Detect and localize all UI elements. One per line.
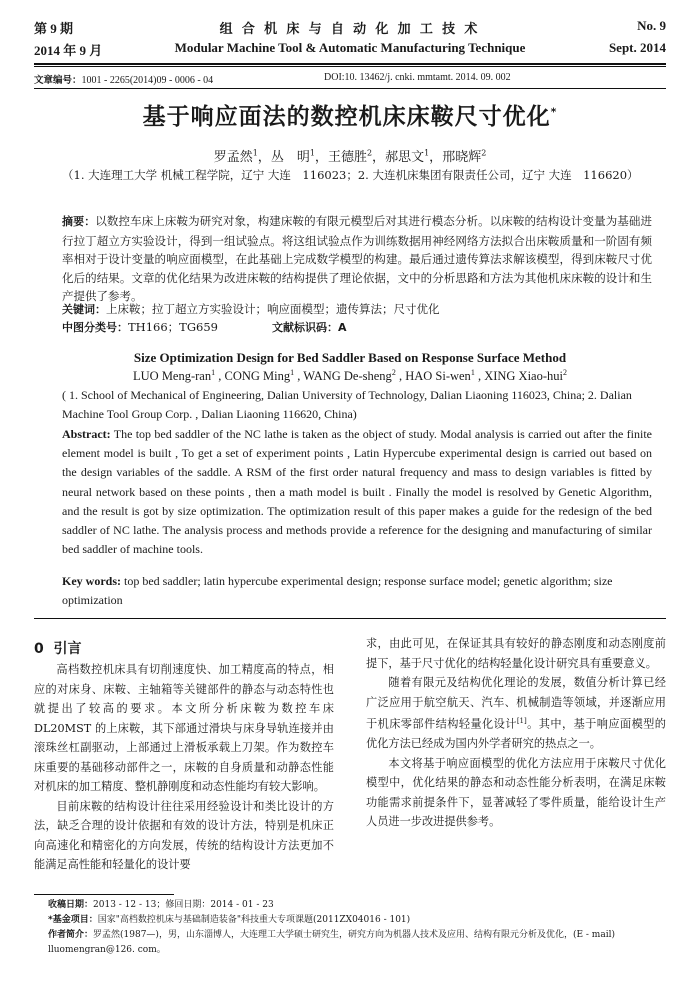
paragraph: 随着有限元及结构优化理论的发展，数值分析计算已经广泛应用于航空航天、汽车、机械制造等领域，并逐渐应用于机床零部件结构轻量化设计[1]。其中，基于响应面模型的优化方法已经成为国内外学者研究的热点之一。 bbox=[366, 676, 666, 751]
keywords-cn bbox=[62, 300, 652, 320]
abstract-cn bbox=[62, 212, 652, 306]
author-cn: 邢晓辉 bbox=[442, 150, 482, 165]
issue-number-cn: 第 9 期 bbox=[34, 21, 74, 36]
citation: [1] bbox=[516, 717, 527, 725]
affiliation-en: ( 1. School of Mechanical of Engineering, Dalian University of Technology, Dalian Liaoning 116023, China; 2. Dalian Machine Tool Group Corp. , Dalian Liaoning 116620, China) bbox=[62, 388, 632, 421]
paragraph: 高档数控机床具有切削速度快、加工精度高的特点，相应的对床身、床鞍、主轴箱等关键部件的静态与动态特性也就提出了较高的要求。本文所分析床鞍为数控车床 DL20MST 的上床鞍，其下部通过滑块与床身导轨连接并由滚珠丝杠副驱动，上部通过上滑板承载上刀架。作为数控车床重要的基础移动部件之一，床鞍的自身质量和动静态性能对机床的加工精度、整机静刚度和动态性能均有较大影响。 bbox=[34, 663, 334, 793]
doc-code-label: 文献标识码： bbox=[271, 321, 338, 334]
abstract-label-en: Abstract: bbox=[62, 427, 111, 441]
meta-rule bbox=[34, 88, 666, 89]
clc-label: 中图分类号： bbox=[62, 321, 128, 334]
paragraph: 目前床鞍的结构设计往往采用经验设计和类比设计的方法，缺乏合理的设计依据和有效的设计方法，特别是机床正向高速化和精密化的方向发展，传统的结构设计方法更加不能满足高性能和轻量化的设计要 bbox=[34, 799, 334, 871]
date-cn: 2014 年 9 月 bbox=[34, 43, 103, 58]
footnote-rule bbox=[34, 894, 174, 895]
doc-code: A bbox=[337, 321, 347, 334]
abstract-label-cn: 摘要： bbox=[62, 215, 96, 228]
issue-number-en: No. 9 bbox=[637, 18, 666, 33]
body-column-left bbox=[34, 660, 334, 875]
footnote-received: 收稿日期：2013 - 12 - 13；修回日期：2014 - 01 - 23 bbox=[48, 900, 274, 910]
running-header-top bbox=[34, 18, 666, 40]
author-en: LUO Meng-ran bbox=[133, 369, 212, 384]
authors-en: LUO Meng-ran$^1$ , CONG Ming$^1$ , WANG De-sheng$^2$ , HAO Si-wen$^1$ , XING Xiao-hui$^2$ bbox=[133, 368, 567, 384]
header-rule-thick bbox=[34, 63, 666, 65]
keywords-label-en: Key words: bbox=[62, 574, 121, 588]
author-en: CONG Ming bbox=[224, 369, 291, 384]
title-fund-mark: * bbox=[550, 105, 558, 119]
paragraph: 本文将基于响应面模型的优化方法应用于床鞍尺寸优化模型中，优化结果的静态和动态性能分析表明，在满足床鞍功能需求前提条件下，显著减轻了零件质量，能给设计生产人员进一步改进提供参考。 bbox=[366, 756, 666, 829]
clc-code: TH166；TG659 bbox=[128, 320, 218, 334]
keywords-label-cn: 关键词： bbox=[62, 303, 106, 316]
doi: DOI:10. 13462/j. cnki. mmtamt. 2014. 09. 002 bbox=[324, 72, 511, 83]
author-cn: 丛 明 bbox=[270, 150, 310, 165]
section-number: 0 bbox=[34, 641, 44, 657]
article-title-en: Size Optimization Design for Bed Saddler Based on Response Surface Method bbox=[133, 350, 567, 365]
keywords-text-en: top bed saddler; latin hypercube experimental design; response surface model; genetic algorithm; size optimization bbox=[62, 574, 613, 607]
article-number-label: 文章编号： bbox=[34, 75, 82, 86]
authors-cn: 罗孟然$^1$，丛 明$^1$，王德胜$^2$，郝思文$^1$，邢晓辉$^2$ bbox=[213, 148, 487, 165]
journal-name-en: Modular Machine Tool & Automatic Manufacturing Technique bbox=[174, 40, 526, 55]
body-column-right bbox=[366, 634, 666, 832]
abstract-text-cn: 以数控车床上床鞍为研究对象，构建床鞍的有限元模型后对其进行模态分析。以床鞍的结构设计变量为基础进行拉丁超立方实验设计，得到一组试验点。将这组试验点作为训练数据用神经网络方法拟合出床鞍质量和一阶固有频率相对于设计变量的响应面模型，在此基础上完成数学模型的构建。最后通过遗传算法求解该模型，得到床鞍尺寸优化后的结果。文章的优化结果为改进床鞍的结构提供了理论依据，文中的分析思路和方法为其他机床床鞍的设计和生产提供了参考。 bbox=[62, 214, 653, 303]
footnote-fund: *基金项目：国家"高档数控机床与基础制造装备"科技重大专项课题(2011ZX04016 - 101) bbox=[48, 915, 411, 925]
author-en: XING Xiao-hui bbox=[484, 369, 563, 384]
journal-name-cn: 组 合 机 床 与 自 动 化 加 工 技 术 bbox=[219, 21, 481, 36]
author-cn: 王德胜 bbox=[327, 150, 367, 165]
article-title-cn bbox=[0, 98, 700, 131]
header-rule-thin bbox=[34, 66, 666, 67]
classification bbox=[62, 318, 652, 338]
affiliation-cn: （1. 大连理工大学 机械工程学院，辽宁 大连 116023；2. 大连机床集团有限责任公司，辽宁 大连 116620） bbox=[62, 168, 639, 182]
abstract-text-en: The top bed saddler of the NC lathe is taken as the object of study. Modal analysis is carried out after the finite element model is built , To get a set of experiment points , Latin Hypercube experimental design is carried out based on the design variables of the saddle. A RSM of the first order natural frequency and mass to design variables is fitted by neural network based on these points , then a math model is built . Finally the model is resolved by Genetic Algorithm, and the result is got by size optimization. The optimization result of this paper makes a guide for the redesign of the bed saddler of NC lathe. The analysis process and methods provide a reference for the designing and manufacturing of similar bed saddler of machine tools. bbox=[62, 427, 652, 557]
author-cn: 罗孟然 bbox=[213, 150, 253, 165]
keywords-text-cn: 上床鞍；拉丁超立方实验设计；响应面模型；遗传算法；尺寸优化 bbox=[106, 302, 440, 316]
article-number: 1001 - 2265(2014)09 - 0006 - 04 bbox=[81, 75, 214, 86]
author-en: HAO Si-wen bbox=[405, 369, 471, 384]
author-en: WANG De-sheng bbox=[303, 369, 392, 384]
section-heading bbox=[34, 638, 82, 658]
abstract-en bbox=[62, 425, 652, 559]
section-title: 引言 bbox=[53, 641, 82, 657]
title-text: 基于响应面法的数控机床床鞍尺寸优化 bbox=[142, 104, 551, 130]
abstract-rule bbox=[34, 618, 666, 619]
keywords-en bbox=[62, 572, 652, 610]
date-en: Sept. 2014 bbox=[608, 40, 666, 55]
author-cn: 郝思文 bbox=[385, 150, 425, 165]
paragraph: 求，由此可见，在保证其具有较好的静态刚度和动态刚度前提下，基于尺寸优化的结构轻量化设计研究具有重要意义。 bbox=[366, 637, 666, 670]
article-meta bbox=[34, 72, 666, 86]
running-header-bottom bbox=[34, 40, 666, 62]
footnote-author: 作者简介：罗孟然(1987—)，男，山东淄博人，大连理工大学硕士研究生，研究方向为机器人技术及应用、结构有限元分析及优化，(E - mail) lluomengran@126. com。 bbox=[48, 930, 615, 955]
